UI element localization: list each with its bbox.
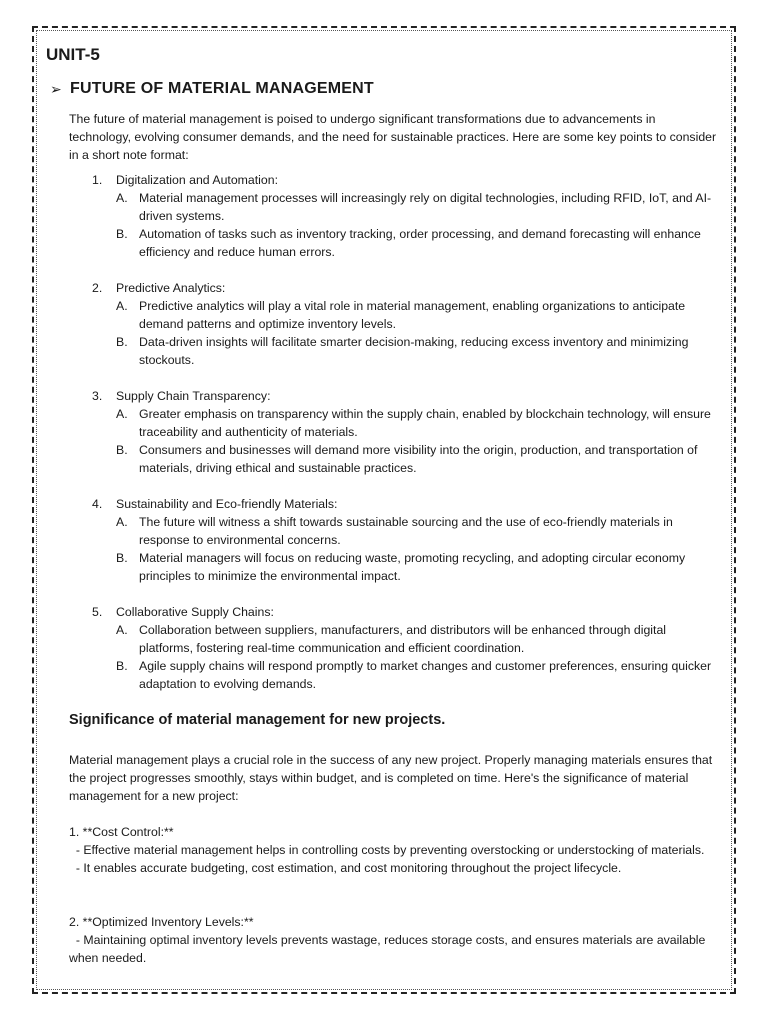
section-title [50, 78, 374, 100]
sub-text: Predictive analytics will play a vital role in material management, enabling organizations to anticipate demand patterns and optimize inventory levels. [139, 299, 686, 331]
significance-intro: Material management plays a crucial role in the success of any new project. Properly managing materials ensures that the project progresses smoothly, stays within budget, and is completed on time. Here's the significance of material management for a new project: [69, 753, 713, 803]
sub-text: Consumers and businesses will demand more visibility into the origin, production, and transportation of materials, driving ethical and sustainable practices. [139, 443, 698, 475]
sub-text: The future will witness a shift towards sustainable sourcing and the use of eco-friendly materials in response to environmental concerns. [139, 515, 673, 547]
sub-letter: A. [116, 623, 128, 637]
significance-item-title: 1. **Cost Control:** [69, 825, 174, 839]
list-number: 5. [92, 605, 103, 619]
unit-title: UNIT-5 [46, 45, 100, 64]
sub-letter: B. [116, 551, 128, 565]
sub-item [116, 225, 717, 261]
list-number: 2. [92, 281, 103, 295]
list-item [92, 279, 717, 369]
list-number: 3. [92, 389, 103, 403]
list-item-title: Sustainability and Eco-friendly Materials: [116, 497, 338, 511]
sub-text: Automation of tasks such as inventory tracking, order processing, and demand forecasting will enhance efficiency and reduce human errors. [139, 227, 701, 259]
sub-text: Material management processes will increasingly rely on digital technologies, including RFID, IoT, and AI-driven systems. [139, 191, 712, 223]
sub-text: Data-driven insights will facilitate smarter decision-making, reducing excess inventory and minimizing stockouts. [139, 335, 689, 367]
list-number: 4. [92, 497, 103, 511]
list-item-title: Digitalization and Automation: [116, 173, 279, 187]
sub-letter: A. [116, 299, 128, 313]
sub-item [116, 513, 717, 549]
sub-item [116, 333, 717, 369]
list-item [92, 495, 717, 585]
sub-text: Material managers will focus on reducing waste, promoting recycling, and adopting circular economy principles to minimize the environmental impact. [139, 551, 686, 583]
sub-item [116, 621, 717, 657]
sub-text: Agile supply chains will respond promptly to market changes and customer preferences, ensuring quicker adaptation to evolving demands. [139, 659, 712, 691]
list-number: 1. [92, 173, 103, 187]
sub-item [116, 189, 717, 225]
list-item-title: Collaborative Supply Chains: [116, 605, 274, 619]
sub-letter: B. [116, 443, 128, 457]
significance-item-line: - Effective material management helps in controlling costs by preventing overstocking or understocking of materials. [69, 843, 705, 857]
significance-item-line: - Maintaining optimal inventory levels prevents wastage, reduces storage costs, and ensures materials are available when needed. [69, 933, 709, 965]
significance-item-1 [69, 823, 719, 877]
sub-letter: A. [116, 191, 128, 205]
sub-item [116, 297, 717, 333]
sub-item [116, 441, 717, 477]
sub-letter: B. [116, 227, 128, 241]
list-item-title: Supply Chain Transparency: [116, 389, 271, 403]
list-item [92, 387, 717, 477]
list-item-title: Predictive Analytics: [116, 281, 226, 295]
significance-item-line: - It enables accurate budgeting, cost estimation, and cost monitoring throughout the project lifecycle. [69, 861, 622, 875]
sub-letter: A. [116, 515, 128, 529]
sub-letter: B. [116, 335, 128, 349]
significance-item-title: 2. **Optimized Inventory Levels:** [69, 915, 254, 929]
sub-text: Greater emphasis on transparency within the supply chain, enabled by blockchain technology, will ensure traceability and authenticity of materials. [139, 407, 711, 439]
significance-item-2 [69, 913, 719, 967]
sub-item [116, 405, 717, 441]
arrow-bullet-icon: ➢ [50, 81, 62, 97]
sub-item [116, 549, 717, 585]
sub-text: Collaboration between suppliers, manufacturers, and distributors will be enhanced through digital platforms, fostering real-time communication and efficient coordination. [139, 623, 667, 655]
list-item [92, 171, 717, 261]
sub-letter: B. [116, 659, 128, 673]
sub-item [116, 657, 717, 693]
significance-heading: Significance of material management for new projects. [69, 712, 446, 728]
section-title-text: FUTURE OF MATERIAL MANAGEMENT [70, 80, 374, 97]
intro-paragraph: The future of material management is poised to undergo significant transformations due to advancements in technology, evolving consumer demands, and the need for sustainable practices. Here are some key points to consider in a short note format: [69, 112, 717, 162]
list-item [92, 603, 717, 693]
sub-letter: A. [116, 407, 128, 421]
